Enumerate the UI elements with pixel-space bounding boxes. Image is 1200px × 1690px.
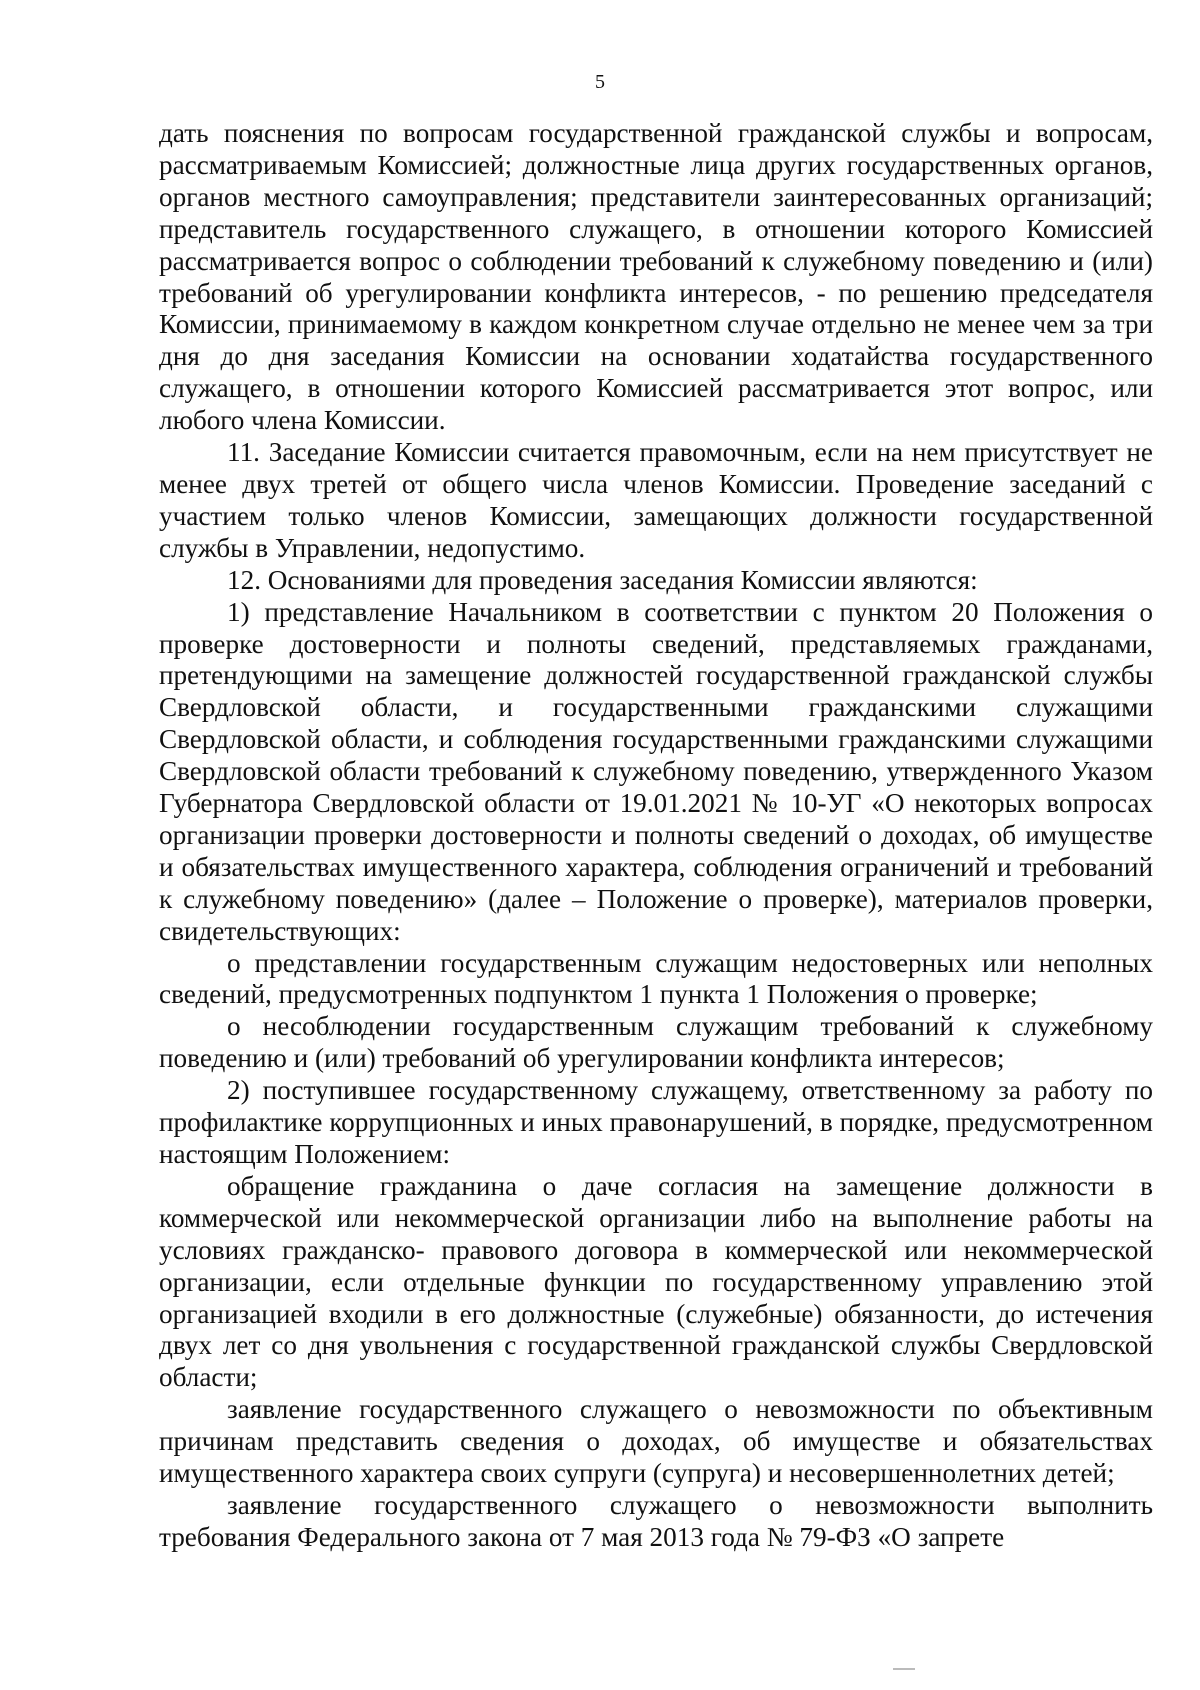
- paragraph-federal-law-statement: заявление государственного служащего о невозможности выполнить требования Федерального закона от 7 мая 2013 года № 79-ФЗ «О запрете: [159, 1489, 1153, 1552]
- paragraph-participants-continuation: дать пояснения по вопросам государственной гражданской службы и вопросам, рассматриваемым Комиссией; должностные лица других государственных органов, органов местного самоуправления; представители заинтересованных организаций; представитель государственного служащего, в отношении которого Комиссией рассматривается вопрос о соблюдении требований к служебному поведению и (или) требований об урегулировании конфликта интересов, - по решению председателя Комиссии, принимаемому в каждом конкретном случае отдельно не менее чем за три дня до дня заседания Комиссии на основании ходатайства государственного служащего, в отношении которого Комиссией рассматривается этот вопрос, или любого члена Комиссии.: [159, 118, 1153, 436]
- paragraph-item-11: 11. Заседание Комиссии считается правомочным, если на нем присутствует не менее двух третей от общего числа членов Комиссии. Проведение заседаний с участием только членов Комиссии, замещающих должности государственной службы в Управлении, недопустимо.: [159, 437, 1153, 563]
- scan-artifact: [893, 1668, 915, 1670]
- document-body: [159, 118, 1153, 1554]
- paragraph-income-statement: заявление государственного служащего о невозможности по объективным причинам представить сведения о доходах, об имуществе и обязательствах имущественного характера своих супруги (супруга) и несовершеннолетних детей;: [159, 1394, 1153, 1489]
- paragraph-citizen-appeal: обращение гражданина о даче согласия на замещение должности в коммерческой или некоммерческой организации либо на выполнение работы на условиях гражданско- правового договора в коммерческой или некоммерческой организации, если отдельные функции по государственному управлению этой организацией входили в его должностные (служебные) обязанности, до истечения двух лет со дня увольнения с государственной гражданской службы Свердловской области;: [159, 1170, 1153, 1393]
- paragraph-inaccurate-info: о представлении государственным служащим недостоверных или неполных сведений, предусмотренных подпунктом 1 пункта 1 Положения о проверке;: [159, 947, 1153, 1010]
- paragraph-item-12: 12. Основаниями для проведения заседания Комиссии являются:: [227, 564, 978, 595]
- paragraph-subitem-2: 2) поступившее государственному служащему, ответственному за работу по профилактике коррупционных и иных правонарушений, в порядке, предусмотренном настоящим Положением:: [159, 1075, 1153, 1169]
- paragraph-subitem-1: 1) представление Начальником в соответствии с пунктом 20 Положения о проверке достоверности и полноты сведений, представляемых гражданами, претендующими на замещение должностей государственной гражданской службы Свердловской области, и государственными гражданскими служащими Свердловской области, и соблюдения государственными гражданскими служащими Свердловской области требований к служебному поведению, утвержденного Указом Губернатора Свердловской области от 19.01.2021 № 10-УГ «О некоторых вопросах организации проверки достоверности и полноты сведений о доходах, об имуществе и обязательствах имущественного характера, соблюдения ограничений и требований к служебному поведению» (далее – Положение о проверке), материалов проверки, свидетельствующих:: [159, 596, 1153, 946]
- page-number: 5: [595, 71, 605, 93]
- paragraph-noncompliance: о несоблюдении государственным служащим требований к служебному поведению и (или) требований об урегулировании конфликта интересов;: [159, 1011, 1153, 1074]
